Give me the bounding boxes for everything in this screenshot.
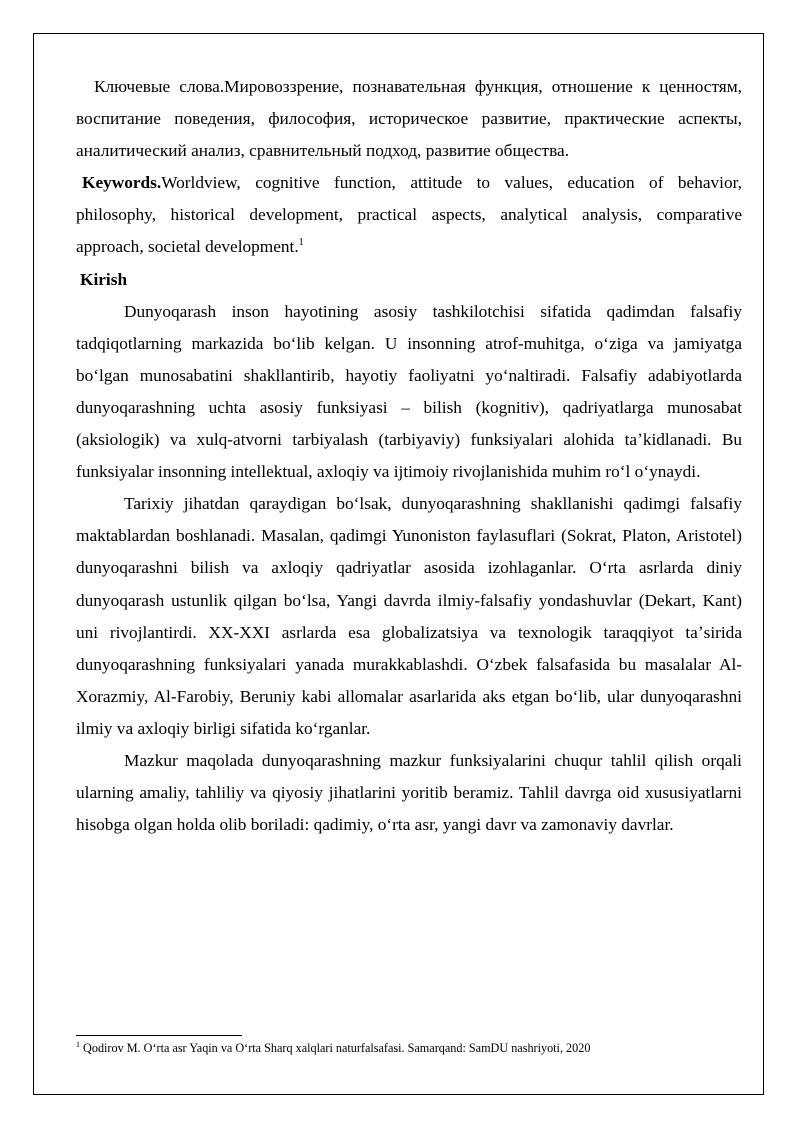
- footnote: [76, 1040, 742, 1056]
- paragraph: Tarixiy jihatdan qaraydigan boʻlsak, dunyoqarashning shakllanishi qadimgi falsafiy maktablardan boshlanadi. Masalan, qadimgi Yunoniston faylasuflari (Sokrat, Platon, Aristotel) dunyoqarashni bilish va axloqiy qadriyatlar asosida izohlaganlar. Oʻrta asrlarda diniy dunyoqarash ustunlik qilgan boʻlsa, Yangi davrda ilmiy-falsafiy yondashuvlar (Dekart, Kant) uni rivojlantirdi. XX-XXI asrlarda esa globalizatsiya va texnologik taraqqiyot taʼsirida dunyoqarashning funksiyalari yanada murakkablashdi. Oʻzbek falsafasida bu masalalar Al-Xorazmiy, Al-Farobiy, Beruniy kabi allomalar asarlarida aks etgan boʻlib, ular dunyoqarashni ilmiy va axloqiy birligi sifatida koʻrganlar.: [76, 494, 742, 738]
- footnote-marker: 1: [76, 1039, 80, 1049]
- footnote-separator: [76, 1035, 242, 1036]
- page-body: [76, 71, 742, 841]
- section-heading: Kirish: [80, 269, 128, 289]
- keywords-ru-label: Ключевые слова.: [94, 77, 225, 96]
- keywords-en: [76, 167, 742, 263]
- keywords-ru-text: Мировоззрение, познавательная функция, отношение к ценностям, воспитание поведения, философия, историческое развитие, практические аспекты, аналитический анализ, сравнительный подход, развитие общества.: [76, 77, 742, 161]
- keywords-en-label: Keywords.: [82, 173, 162, 193]
- footnote-text: Qodirov M. Oʻrta asr Yaqin va Oʻrta Sharq xalqlari naturfalsafasi. Samarqand: SamDU nashriyoti, 2020: [83, 1041, 591, 1055]
- keywords-ru: [76, 71, 742, 167]
- paragraph: Mazkur maqolada dunyoqarashning mazkur funksiyalarini chuqur tahlil qilish orqali ularning amaliy, tahliliy va qiyosiy jihatlarini yoritib beramiz. Tahlil davrga oid xususiyatlarni hisobga olgan holda olib boriladi: qadimiy, oʻrta asr, yangi davr va zamonaviy davrlar.: [76, 750, 742, 835]
- footnote-reference[interactable]: 1: [298, 237, 304, 249]
- paragraph: Dunyoqarash inson hayotining asosiy tashkilotchisi sifatida qadimdan falsafiy tadqiqotlarning markazida boʻlib kelgan. U insonning atrof-muhitga, oʻziga va jamiyatga boʻlgan munosabatini shakllantirib, hayotiy faoliyatni yoʻnaltiradi. Falsafiy adabiyotlarda dunyoqarashning uchta asosiy funksiyasi – bilish (kognitiv), qadriyatlarga munosabat (aksiologik) va xulq-atvorni tarbiyalash (tarbiyaviy) funksiyalari alohida taʼkidlanadi. Bu funksiyalar insonning intellektual, axloqiy va ijtimoiy rivojlanishida muhim roʻl oʻynaydi.: [76, 301, 742, 482]
- keywords-en-text: Worldview, cognitive function, attitude to values, education of behavior, philosophy, historical development, practical aspects, analytical analysis, comparative approach, societal development.: [76, 173, 742, 257]
